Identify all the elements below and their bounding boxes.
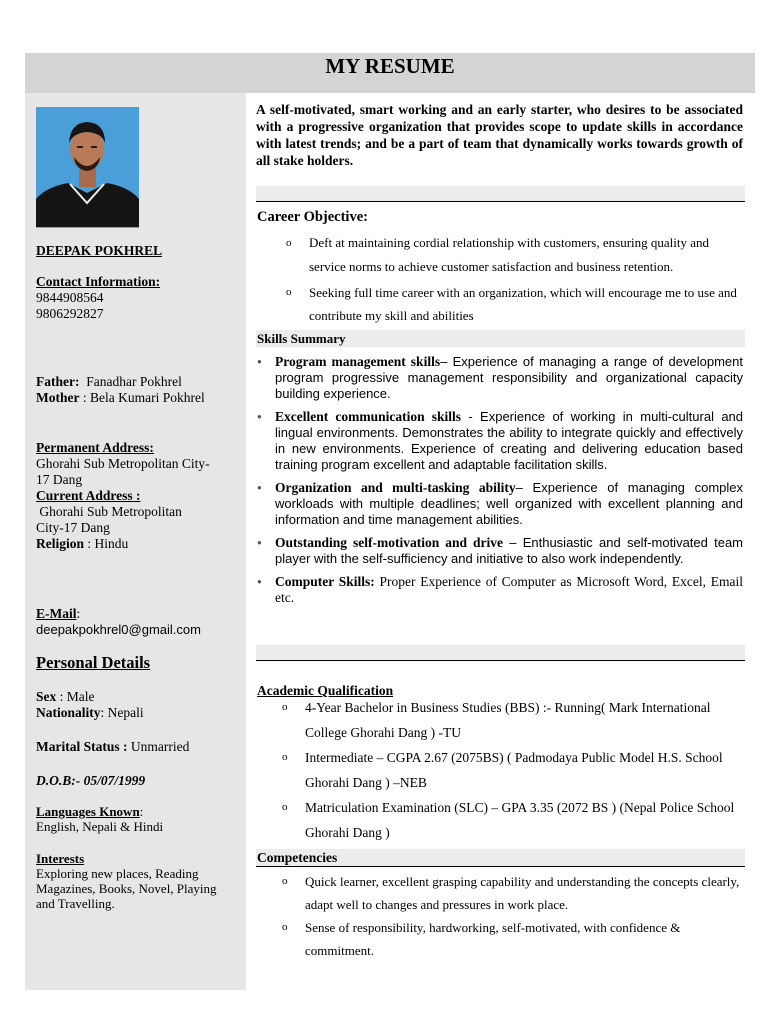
person-photo-icon xyxy=(36,107,139,227)
list-item: o Intermediate – CGPA 2.67 (2075BS) ( Padmodaya Public Model H.S. School Ghorahi Dang ) –NEB xyxy=(282,745,744,795)
interests-section: Interests Exploring new places, Reading Magazines, Books, Novel, Playing and Travelling. xyxy=(36,851,217,911)
separator-rule-2 xyxy=(256,660,745,661)
contact-section: Contact Information: 9844908564 9806292827 xyxy=(36,274,161,321)
dob: D.O.B:- 05/07/1999 xyxy=(36,773,146,788)
list-item: o Deft at maintaining cordial relationship with customers, ensuring quality and service norms to achieve customer satisfaction and business retention. xyxy=(286,231,744,279)
list-item: ● Outstanding self-motivation and drive – Enthusiastic and self-motivated team player with the self-sufficiency and initiative to also work independently. xyxy=(256,535,743,567)
list-item: o 4-Year Bachelor in Business Studies (BBS) :- Running( Mark International College Ghorahi Dang ) -TU xyxy=(282,695,744,745)
competencies-heading: Competencies xyxy=(257,850,338,865)
skills-list xyxy=(256,354,743,613)
career-objective-list xyxy=(286,231,744,327)
list-item: ● Program management skills– Experience of managing a range of development program progressive management responsibility and organizational capacity building experience. xyxy=(256,354,743,402)
academic-heading: Academic Qualification xyxy=(257,683,394,698)
list-item: o Quick learner, excellent grasping capability and understanding the concepts clearly, adapt well to changes and pressures in work place. xyxy=(282,870,744,916)
languages-section: Languages Known: English, Nepali & Hindi xyxy=(36,804,164,834)
intro-paragraph: A self-motivated, smart working and an early starter, who desires to be associated with a progressive organization that provides scope to update skills in accordance with latest trends; and be a part of team that dynamically works towards growth of all stake holders. xyxy=(256,102,743,168)
list-item: ● Computer Skills: Proper Experience of Computer as Microsoft Word, Excel, Email etc. xyxy=(256,574,743,606)
profile-photo xyxy=(36,107,139,228)
phone-1: 9844908564 xyxy=(36,290,104,305)
profile-name: DEEPAK POKHREL xyxy=(36,243,163,258)
email-section: E-Mail: deepakpokhrel0@gmail.com xyxy=(36,606,201,637)
separator-bar-2 xyxy=(256,645,745,660)
list-item: ● Organization and multi-tasking ability– Experience of managing complex workloads with multiple deadlines; well organized with excellent planning and information and time management abilities. xyxy=(256,480,743,528)
skills-summary-heading: Skills Summary xyxy=(257,331,346,346)
separator-rule-1 xyxy=(256,201,745,202)
list-item: o Matriculation Examination (SLC) – GPA 3.35 (2072 BS ) (Nepal Police School Ghorahi Dang ) xyxy=(282,795,744,845)
list-item: o Seeking full time career with an organization, which will encourage me to use and contribute my skill and abilities xyxy=(286,281,744,327)
career-objective-heading: Career Objective: xyxy=(257,209,368,225)
list-item: ● Excellent communication skills - Experience of working in multi-cultural and lingual environments. Demonstrates the ability to integrate quickly and effectively in new environments. Experience of creating and delivering education based training program excellent and adaptable facilitation skills. xyxy=(256,409,743,473)
marital-status: Marital Status : Unmarried xyxy=(36,739,190,754)
competencies-list xyxy=(282,870,744,962)
personal-details-heading: Personal Details xyxy=(36,653,151,672)
separator-rule-3 xyxy=(256,866,745,867)
address-section: Permanent Address: Ghorahi Sub Metropolitan City- 17 Dang Current Address : Ghorahi Sub Metropolitan City-17 Dang Religion : Hindu xyxy=(36,440,210,551)
separator-bar-1 xyxy=(256,186,745,201)
phone-2: 9806292827 xyxy=(36,306,104,321)
page-title xyxy=(25,53,755,93)
personal-basic: Sex : Male Nationality: Nepali xyxy=(36,689,144,720)
list-item: o Sense of responsibility, hardworking, self-motivated, with confidence & commitment. xyxy=(282,916,744,962)
page-title-text: MY RESUME xyxy=(325,54,455,78)
academic-list xyxy=(282,695,744,845)
email-link[interactable]: deepakpokhrel0@gmail.com xyxy=(36,622,201,637)
parents-section: Father: Fanadhar Pokhrel Mother : Bela Kumari Pokhrel xyxy=(36,374,205,405)
